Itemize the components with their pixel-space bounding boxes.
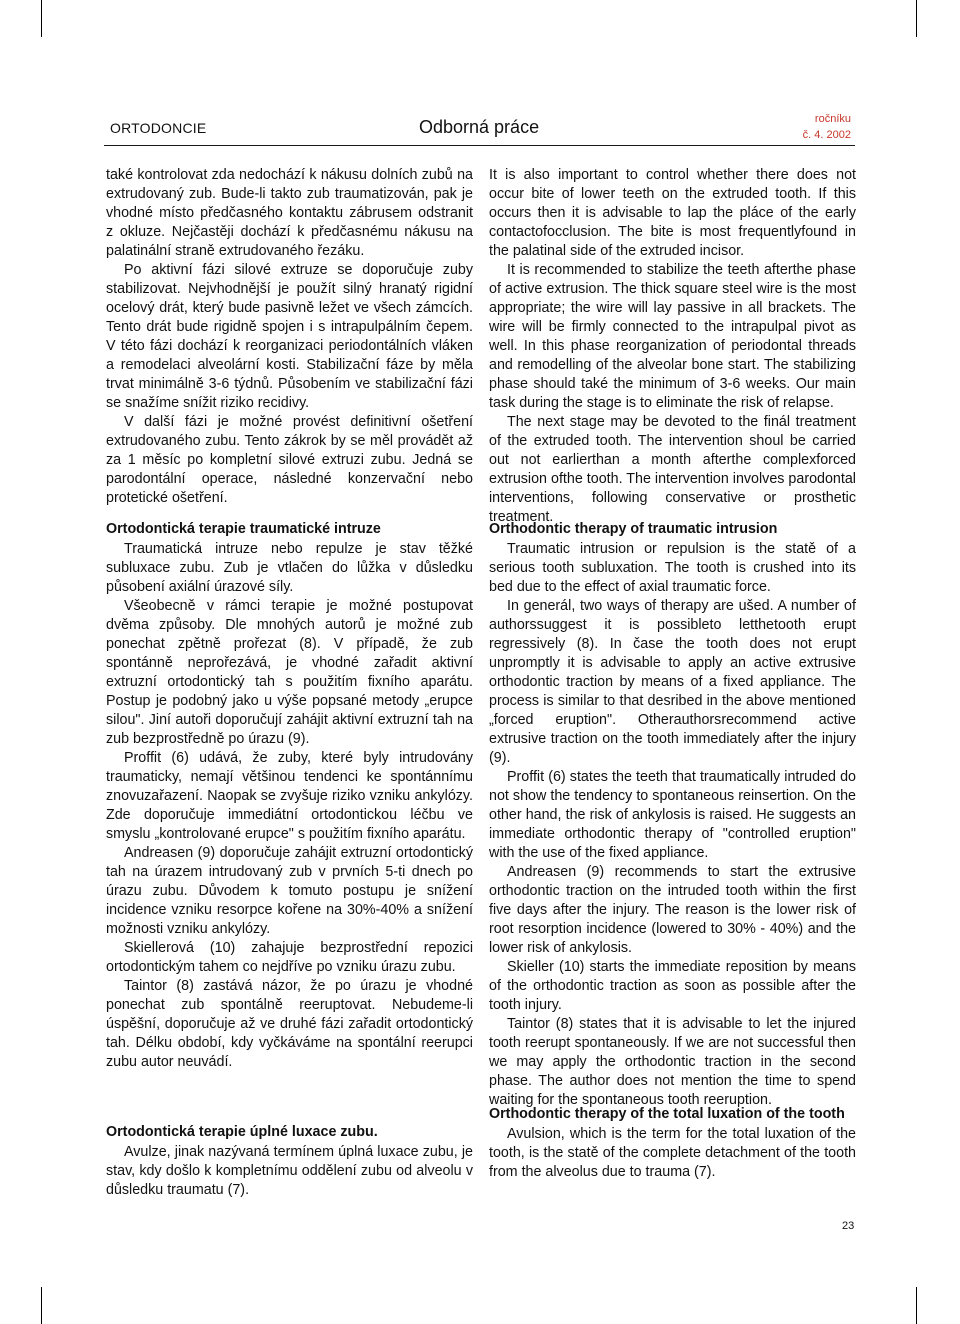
crop-mark-top-right (916, 0, 917, 37)
page-number: 23 (842, 1220, 855, 1232)
paragraph: Všeobecně v rámci terapie je možné postupovat dvěma způsoby. Dle mnohých autorů je možné zub ponechat zpětně prořezat (8). V případě, že zub spontánně neprořezává, je vhodné zařadit aktivní extruzní ortodontický tah s použitím fixního aparátu. Postup je podobný jako u výše popsané metody „erupce silou". Jiní autoři doporučují zahájit aktivní extruzní tah na zub bezprostředně po úrazu (9). (106, 598, 473, 747)
paragraph: Proffit (6) udává, že zuby, které byly intrudovány traumaticky, nemají většinou tendenci ke spontánnímu znovuzařazení. Naopak se zvyšuje riziko vzniku ankylózy. Zde doporučuje immediátní ortodontickou léčbu ve smyslu „kontrolované erupce" s použitím fixního aparátu. (106, 750, 473, 842)
running-header (104, 107, 855, 146)
english-intrusion-section (489, 521, 856, 1110)
paragraph: Skieller (10) starts the immediate reposition by means of the orthodontic traction as soon as possible after the tooth injury. (489, 959, 856, 1013)
paragraph: Po aktivní fázi silové extruze se doporučuje zuby stabilizovat. Nejvhodnější je použít silný hranatý rigidní ocelový drát, který bude pasivně ležet ve všech zámcích. Tento drát bude rigidně spojen i s intrapulpálním čepem. V této fázi dochází k reorganizaci periodontálních vláken a remodelaci alveolární kosti. Stabilizační fáze by měla trvat minimálně 3-6 týdnů. Působením ve stabilizační fázi se snažíme snížit riziko recidivy. (106, 262, 473, 411)
paragraph: Taintor (8) zastává názor, že po úrazu je vhodné ponechat zub spontálně reeruptovat. Nebudeme-li úspěšní, doporučuje až ve druhé fázi zařadit ortodontický tah. Délku období, kdy vyčkáváme na spontální reerupci zubu autor neuvádí. (106, 978, 473, 1070)
paragraph: také kontrolovat zda nedochází k nákusu dolních zubů na extrudovaný zub. Bude-li takto zub traumatizován, pak je vhodné místo předčasného kontaktu zábrusem odstranit z okluze. Nejčastěji dochází k předčasnému nákusu na palatinální straně extrudovaného řezáku. (106, 167, 473, 259)
english-intrusion-body (489, 540, 856, 1110)
czech-luxation-heading: Ortodontická terapie úplné luxace zubu. (106, 1124, 378, 1140)
czech-intrusion-section (106, 521, 473, 1072)
czech-intrusion-body (106, 540, 473, 1072)
paragraph: V další fázi je možné provést definitivní ošetření extrudovaného zubu. Tento zákrok by se měl provádět až za 1 měsíc po kompletní silové extruzi zubu. Jedná se parodontální operace, následné konzervační nebo protetické ošetření. (106, 414, 473, 506)
issue-info (803, 111, 851, 143)
issue-volume: ročníku (814, 113, 851, 125)
paragraph: It is also important to control whether there does not occur bite of lower teeth on the extruded tooth. If this occurs then it is advisable to lap the pláce of the early contactofocclusion. The bite is most frequentlyfound in the palatinal side of the extruded incisor. (489, 167, 856, 259)
paragraph: Avulze, jinak nazývaná termínem úplná luxace zubu, je stav, kdy došlo k kompletnímu oddělení zubu od alveolu v důsledku traumatu (7). (106, 1144, 473, 1198)
paragraph: Proffit (6) states the teeth that traumatically intruded do not show the tendency to spontaneous reinsertion. On the other hand, the risk of ankylosis is raised. He suggests an immediate orthodontic therapy of "controlled eruption" with the use of the fixed appliance. (489, 769, 856, 861)
paragraph: Taintor (8) states that it is advisable to let the injured tooth reerupt spontaneously. If we are not successful then we may apply the orthodontic traction in the second phase. The author does not mention the time to spend waiting for the spontaneous tooth reeruption. (489, 1016, 856, 1108)
english-extrusion-text (489, 166, 856, 527)
issue-number: č. 4. 2002 (802, 129, 851, 141)
crop-mark-bottom-right (916, 1287, 917, 1324)
paragraph: Andreasen (9) recommends to start the extrusive orthodontic traction on the intruded tooth within the first five days after the injury. The reason is the lower risk of root resorption incidence (lowered to 30% - 40%) and the lower risk of ankylosis. (489, 864, 856, 956)
czech-intrusion-heading: Ortodontická terapie traumatické intruze (106, 521, 381, 537)
czech-luxation-section (106, 1124, 473, 1200)
journal-title: Odborná práce (419, 117, 540, 137)
czech-luxation-body (106, 1143, 473, 1200)
paragraph: The next stage may be devoted to the finál treatment of the extruded tooth. The intervention shoul be carried out not earlierthan a month afterthe complexforced extrusion ofthe tooth. The intervention involves parodontal interventions, following conservative or prosthetic treatment. (489, 414, 856, 525)
paragraph: It is recommended to stabilize the teeth afterthe phase of active extrusion. The thick square steel wire is the most appropriate; the wire will lay passive in all brackets. The wire will be firmly connected to the intrapulpal pivot as well. In this phase reorganization of periodontal threads and remodelling of the alveolar bone start. The stabilizing phase should také the minimum of 3-6 weeks. Our main task during the stage is to eliminate the risk of relapse. (489, 262, 856, 411)
czech-extrusion-text (106, 166, 473, 508)
crop-mark-top-left (41, 0, 42, 37)
crop-mark-bottom-left (41, 1287, 42, 1324)
paragraph: In generál, two ways of therapy are ušed. A number of authorssuggest it is possibleto letthetooth erupt regressively (8). In čase the tooth does not erupt unpromptly it is advisable to apply an active extrusive orthodontic traction by means of a fixed appliance. The process is similar to that desribed in the above mentioned „forced eruption". Otherauthorsrecommend active extrusive traction on the tooth immediately after the injury (9). (489, 598, 856, 766)
paragraph: Traumatic intrusion or repulsion is the statě of a serious tooth subluxation. The tooth is crushed into its bed due to the effect of axial traumatic force. (489, 541, 856, 595)
english-luxation-body (489, 1125, 856, 1182)
paragraph: Avulsion, which is the term for the total luxation of the tooth, is the statě of the complete detachment of the tooth from the alveolus due to trauma (7). (489, 1126, 856, 1180)
english-luxation-heading: Orthodontic therapy of the total luxation of the tooth (489, 1106, 845, 1122)
paragraph: Andreasen (9) doporučuje zahájit extruzní ortodontický tah na úrazem intrudovaný zub v prvních 5-ti dnech po úrazu zubu. Důvodem k tomuto postupu je snížení incidence vzniku resorpce kořene na 30%-40% a snížení možnosti vzniku ankylózy. (106, 845, 473, 937)
paragraph: Skiellerová (10) zahajuje bezprostřední repozici ortodontickým tahem co nejdříve po vzniku úrazu zubu. (106, 940, 473, 975)
paragraph: Traumatická intruze nebo repulze je stav těžké subluxace zubu. Zub je vtlačen do lůžka v důsledku působení axiální úrazové síly. (106, 541, 473, 595)
english-luxation-section (489, 1106, 856, 1182)
section-label: ORTODONCIE (110, 120, 207, 136)
english-intrusion-heading: Orthodontic therapy of traumatic intrusion (489, 521, 778, 537)
